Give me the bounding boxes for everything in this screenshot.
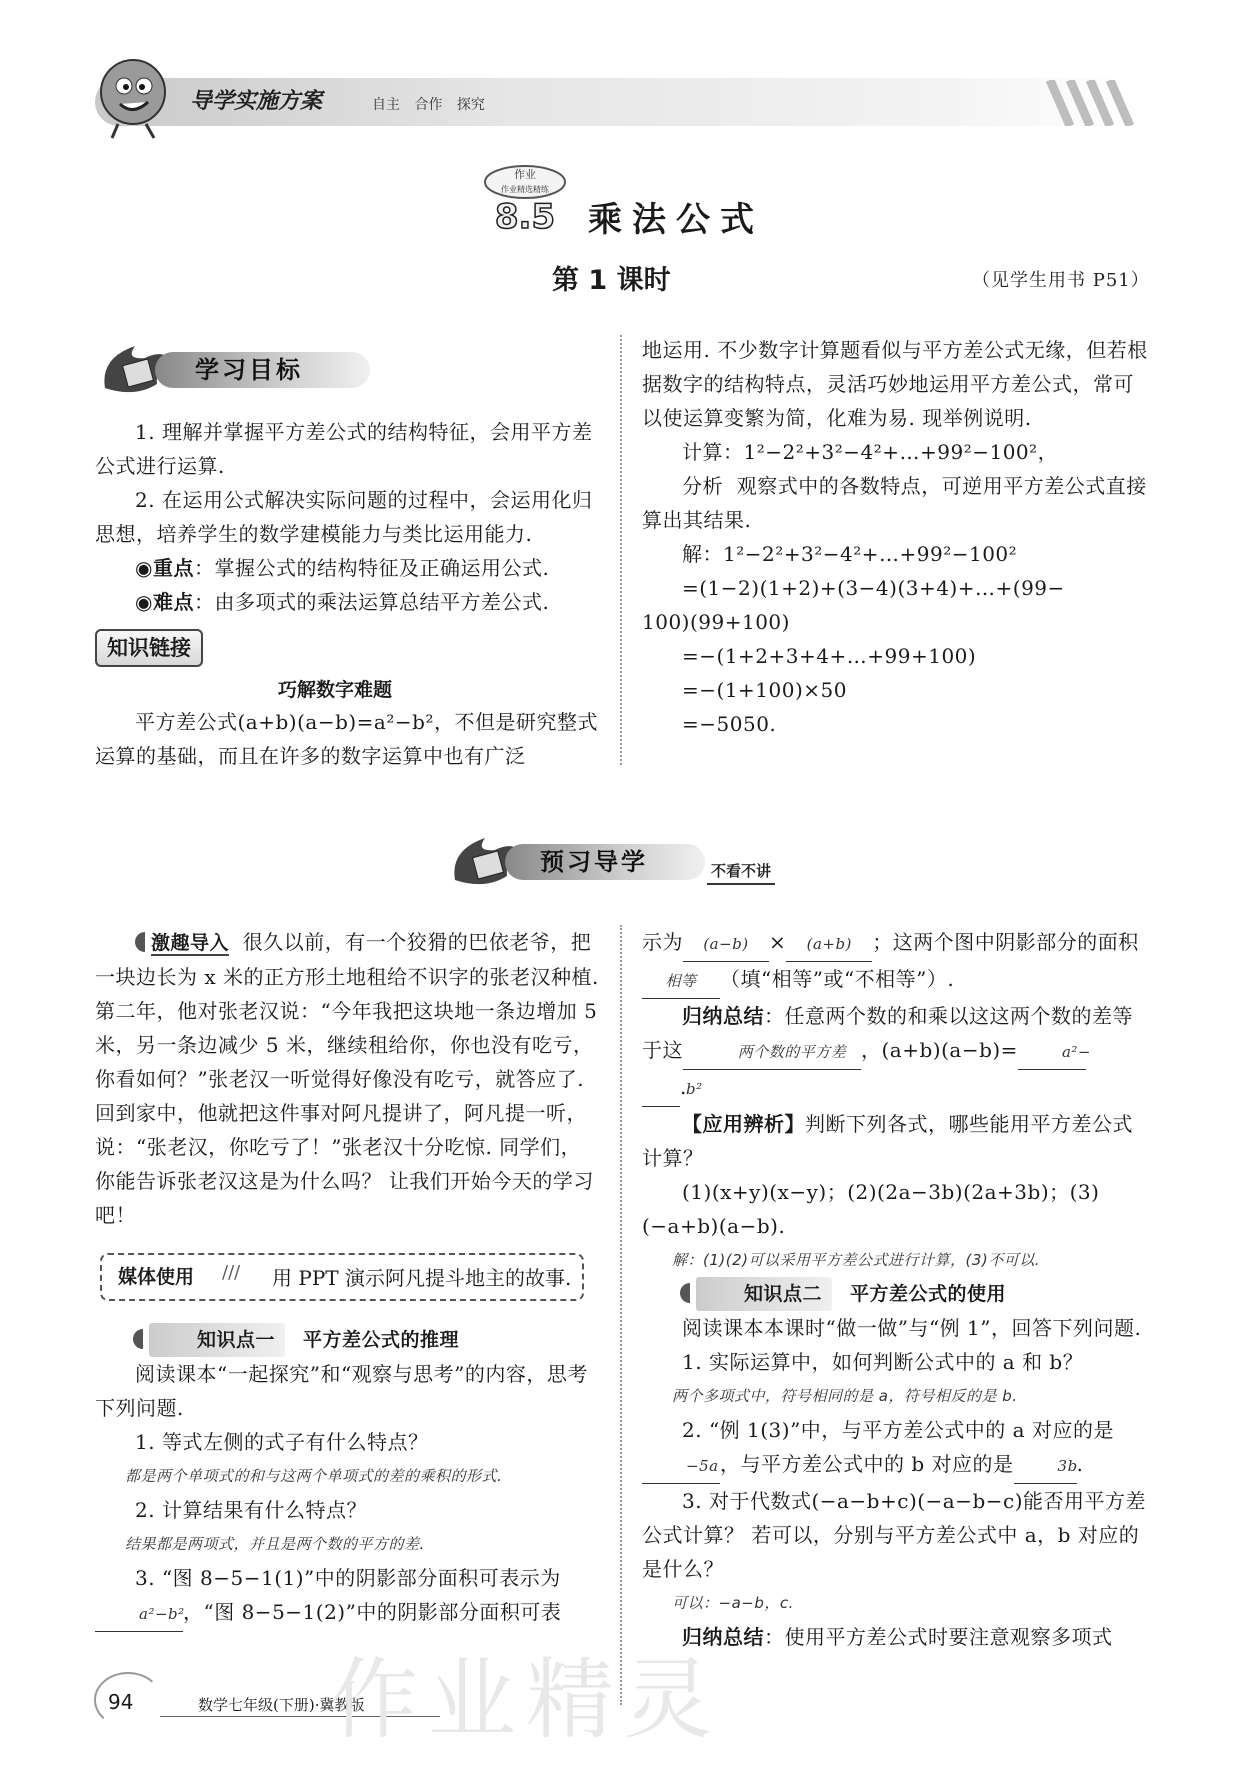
intro-label: 激趣导入 [151,932,230,954]
kp1-a1: 都是两个单项式的和与这两个单项式的差的乘积的形式. [125,1467,503,1485]
slash-decoration-icon: /// [222,1262,241,1283]
analysis [642,469,1152,537]
preview-tail: 不看不讲 [707,860,775,885]
kp1-q3d: ；这两个图中阴影部分的面积 [872,930,1139,954]
preview-label: 预习导学 [540,848,648,876]
goal-2: 2. 在运用公式解决实际问题的过程中，会运用化归思想，培养学生的数学建模能力与类比运用能力. [95,488,593,546]
apply-answer: 解：(1)(2)可以采用平方差公式进行计算，(3)不可以. [672,1251,1041,1269]
media-text: 用 PPT 演示阿凡提斗地主的故事. [272,1266,572,1290]
solution-line-2: =(1−2)(1+2)+(3−4)(3+4)+…+(99− [682,576,1065,600]
knowledge-link-continued [642,333,1152,741]
learning-goals-banner [95,338,375,402]
knowledge-link-para1-block [95,705,600,773]
book-reference: （见学生用书 P51） [972,270,1150,291]
kp1-answer-c: (a+b) [786,927,872,962]
knowledge-link-tag: 知识链接 [95,629,203,667]
kp1-q3c: 示为 [642,930,683,954]
kp1-lead: 阅读课本“一起探究”和“观察与思考”的内容，思考下列问题. [95,1362,588,1420]
kp2-q2: 2. “例 1(3)”中，与平方差公式中的 a 对应的是 −5a，与平方差公式中的 b 对应的是 3b. [642,1413,1152,1484]
column-divider [620,925,622,1705]
difficult-label: ◉难点 [135,590,194,614]
intro-text: 很久以前，有一个狡猾的巴依老爷，把一块边长为 x 米的正方形土地租给不识字的张老汉种植. 第二年，他对张老汉说：“今年我把这块地一条边增加 5 米，另一条边减少 5 米，继续租给你，你也没有吃亏，你看如何？”张老汉一听觉得好像没有吃亏，就答应了. 回到家中，他就把这件事对阿凡提讲了，阿凡提一听，说：“张老汉，你吃亏了！”张老汉十分吃惊. 同学们，你能告诉张老汉这是为什么吗？ 让我们开始今天的学习吧！ [95,930,599,1227]
kp2-q2b: ，与平方差公式中的 b 对应的是 [720,1452,1014,1476]
preview-banner [445,830,805,894]
calc-problem: 计算：1²−2²+3²−4²+…+99²−100²， [682,440,1059,464]
summary1-blank-2b: b² [642,1072,680,1107]
solution-line-4: =−(1+2+3+4+…+99+100) [682,644,977,668]
summary1-blank-1: 两个数的平方差 [683,1035,861,1070]
knowledge-link-para2: 地运用. 不少数字计算题看似与平方差公式无缘，但若根据数字的结构特点，灵活巧妙地运用平方差公式，常可以使运算变繁为简，化难为易. 现举例说明. [642,338,1148,430]
summary1-end: . [680,1075,687,1099]
summary1-text-a: ：任意两个数的和乘以这这两个数的差等于这 [642,1004,1133,1062]
apply-label: 【应用辨析】 [682,1112,805,1136]
kp1-answer-d: 相等 [642,964,720,999]
watermark: 作业精灵 [330,1648,723,1751]
kp1-q3a: 3. “图 8−5−1(1)”中的阴影部分面积可表示为 [135,1566,561,1590]
kp1-answer-b: (a−b) [683,927,769,962]
right-column-bottom [642,925,1152,1654]
learning-goals-label: 学习目标 [195,356,303,384]
key-text: ：掌握公式的结构特征及正确运用公式. [193,556,550,580]
kp1-q1: 1. 等式左侧的式子有什么特点？ [135,1430,429,1454]
solution-line-1: 解：1²−2²+3²−4²+…+99²−100² [682,542,1018,566]
kp2-a3: 可以：−a−b，c. [672,1594,794,1612]
summary1-label: 归纳总结 [682,1004,764,1028]
analysis-label: 分析 [682,474,723,498]
kp1-q3-cont [642,925,1152,999]
page-number: 94 [108,1690,134,1714]
kp1-answer-a: a²−b² [95,1597,183,1632]
summary2-text: ：使用平方差公式时要注意观察多项式 [764,1625,1113,1649]
kp1-q2: 2. 计算结果有什么特点？ [135,1498,367,1522]
learning-goals-body [95,415,600,619]
badge-top-text: 作业 [514,168,536,181]
section-badge-icon [470,150,580,240]
summary1-text-b: ，(a+b)(a−b)= [861,1038,1018,1062]
column-divider [620,335,622,765]
kp2-q1: 1. 实际运算中，如何判断公式中的 a 和 b？ [682,1350,1084,1374]
key-label: ◉重点 [135,556,194,580]
intro-head [135,932,229,954]
kp2-head [642,1277,1152,1311]
analysis-text: 观察式中的各数特点，可逆用平方差公式直接算出其结果. [642,474,1147,532]
apply-text: 判断下列各式，哪些能用平方差公式计算？ [642,1112,1133,1170]
kp1-label: 知识点一 [149,1323,285,1357]
media-label: 媒体使用 [118,1266,195,1288]
goal-1: 1. 理解并掌握平方差公式的结构特征，会用平方差公式进行运算. [95,420,593,478]
kp2-a1: 两个多项式中，符号相同的是 a，符号相反的是 b. [672,1387,1018,1405]
summary1-blank-2a: a²− [1018,1035,1086,1070]
section-title: 乘法公式 [588,200,764,240]
apply-section [642,1107,1152,1175]
kp2-q2a: 2. “例 1(3)”中，与平方差公式中的 a 对应的是 [682,1418,1114,1442]
section-number: 8.5 [494,197,556,237]
kp2-lead: 阅读课本本课时“做一做”与“例 1”，回答下列问题. [682,1316,1142,1340]
difficult-point [95,585,600,619]
mascot-icon [88,50,178,140]
times-sign: × [769,930,787,954]
kp1-a2: 结果都是两项式，并且是两个数的平方的差. [125,1535,425,1553]
key-point [95,551,600,585]
summary2-label: 归纳总结 [682,1625,764,1649]
header-stripes [1040,80,1150,126]
kp2-title: 平方差公式的使用 [850,1283,1007,1305]
knowledge-point-1 [95,1323,600,1632]
period-title: 第 1 课时 [552,265,671,296]
kp1-q3b: ，“图 8−5−1(2)”中的阴影部分面积可表 [183,1600,562,1624]
intro-paragraph [95,925,600,1232]
kp2-label: 知识点二 [696,1277,832,1311]
solution-line-5: =−(1+100)×50 [682,678,847,702]
solution-line-3: 100)(99+100) [642,610,790,634]
summary-1 [642,999,1152,1107]
solution-line-6: =−5050. [682,712,777,736]
badge-mid-text: 作业精选精练 [501,185,549,194]
header-title: 导学实施方案 [190,89,323,114]
header-subtitle: 自主 合作 探究 [372,97,485,113]
apply-items: (1)(x+y)(x−y)；(2)(2a−3b)(2a+3b)；(3)(−a+b)(a−b). [642,1180,1100,1238]
footer-text: 数学七年级(下册)·冀教版 [198,1696,365,1714]
kp1-q3 [95,1561,600,1632]
kp2-answer-b: 3b [1014,1449,1077,1484]
difficult-text: ：由多项式的乘法运算总结平方差公式. [193,590,550,614]
kp2-q3: 3. 对于代数式(−a−b+c)(−a−b−c)能否用平方差公式计算？ 若可以，分别与平方差公式中 a，b 对应的是什么？ [642,1489,1147,1581]
kp1-q3e: （填“相等”或“不相等”）. [720,967,955,991]
kp1-title: 平方差公式的推理 [303,1329,460,1351]
kp2-answer-a: −5a [642,1449,720,1484]
knowledge-link-para1: 平方差公式(a+b)(a−b)=a²−b²，不但是研究整式运算的基础，而且在许多的数字运算中也有广泛 [95,710,598,768]
intro-section [95,925,600,1232]
kp1-head [95,1323,600,1357]
knowledge-link-title: 巧解数字难题 [278,679,393,701]
